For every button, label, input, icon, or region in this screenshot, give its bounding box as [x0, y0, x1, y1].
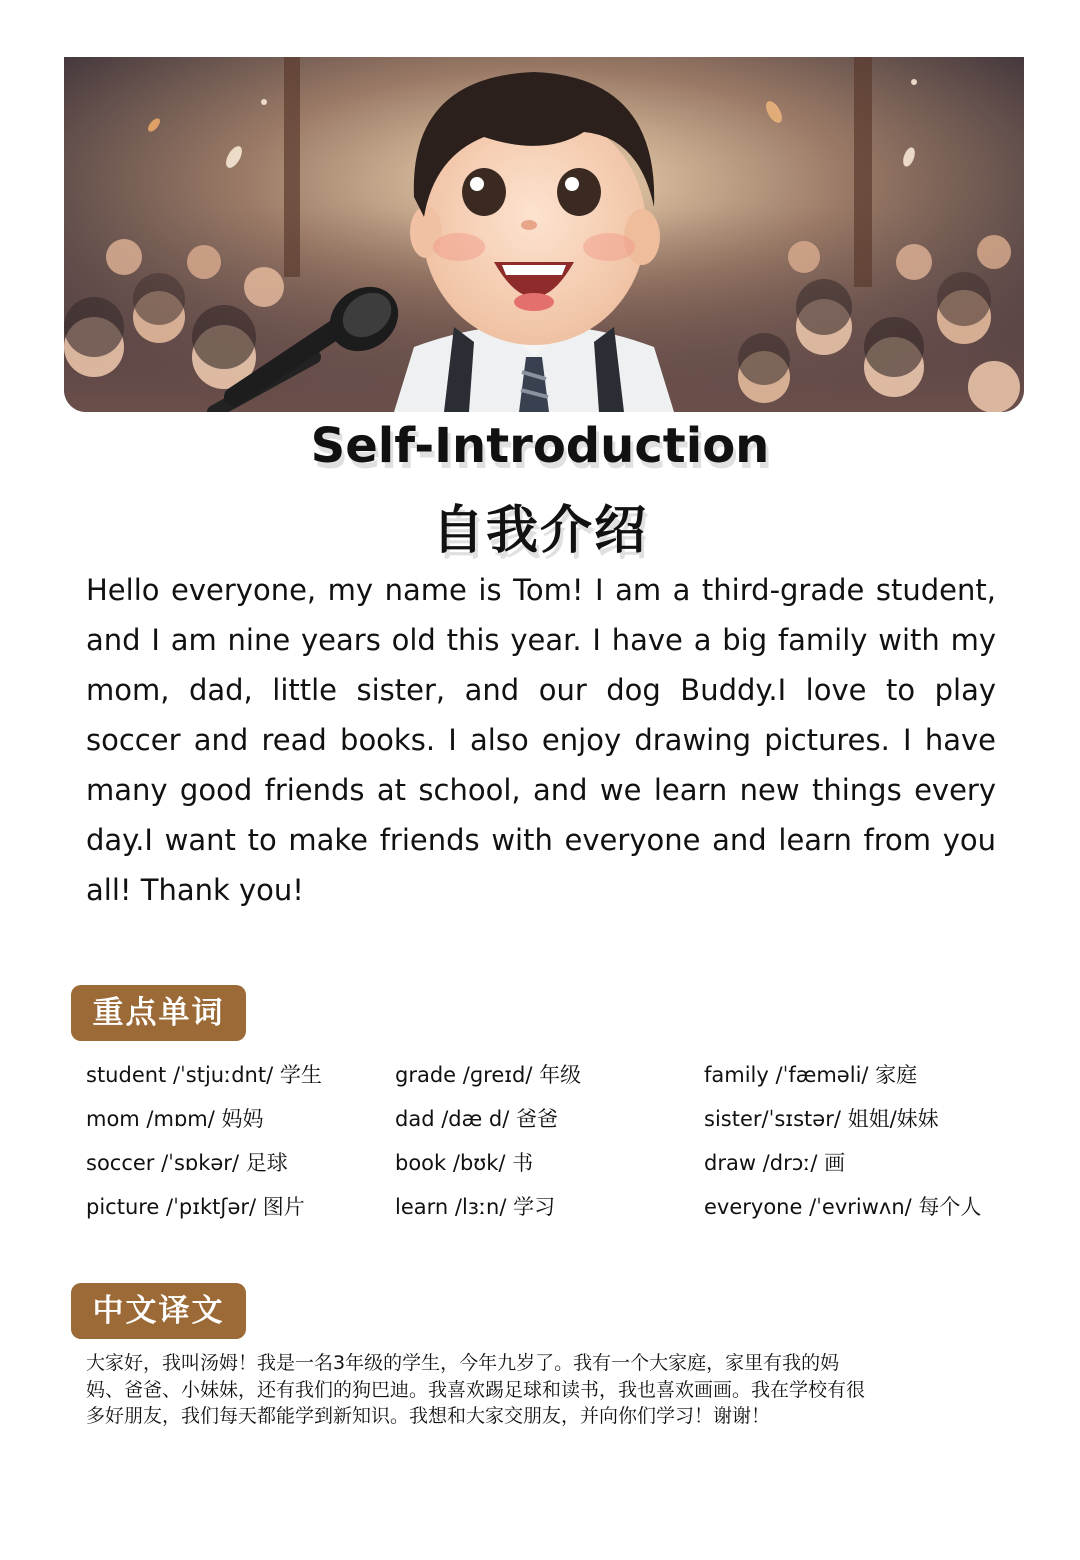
- vocab-item: everyone /ˈevriwʌn/ 每个人: [704, 1195, 982, 1219]
- vocab-section-label: 重点单词: [71, 985, 246, 1041]
- vocab-item: learn /lɜːn/ 学习: [395, 1195, 556, 1219]
- vocab-item: book /bʊk/ 书: [395, 1151, 534, 1175]
- vocab-item: draw /drɔː/ 画: [704, 1151, 846, 1175]
- vocab-item: student /ˈstjuːdnt/ 学生: [86, 1063, 322, 1087]
- vocab-item: dad /dæ d/ 爸爸: [395, 1107, 558, 1131]
- vocab-item: grade /ɡreɪd/ 年级: [395, 1063, 582, 1087]
- intro-paragraph: Hello everyone, my name is Tom! I am a third-grade student, and I am nine years old this year. I have a big family with my mom, dad, little sister, and our dog Buddy.I love to play soccer and read books. I also enjoy drawing pictures. I have many good friends at school, and we learn new things every day.I want to make friends with everyone and learn from you all! Thank you!: [86, 573, 996, 907]
- page-subtitle: 自我介绍: [431, 501, 648, 561]
- vocab-item: soccer /ˈsɒkər/ 足球: [86, 1151, 288, 1175]
- vocab-grid: [86, 1053, 1026, 1229]
- translation-section-label: 中文译文: [71, 1283, 246, 1339]
- boy-at-microphone-illustration: [64, 57, 1024, 412]
- vocab-item: family /ˈfæməli/ 家庭: [704, 1063, 918, 1087]
- hero-illustration: [64, 57, 1024, 412]
- vocab-item: picture /ˈpɪktʃər/ 图片: [86, 1195, 305, 1219]
- vocab-item: sister/ˈsɪstər/ 姐姐/妹妹: [704, 1107, 939, 1131]
- translation-paragraph: 大家好，我叫汤姆！我是一名3年级的学生，今年九岁了。我有一个大家庭，家里有我的妈妈、爸爸、小妹妹，还有我们的狗巴迪。我喜欢踢足球和读书，我也喜欢画画。我在学校有很多好朋友，我们每天都能学到新知识。我想和大家交朋友，并向你们学习！谢谢！: [86, 1352, 866, 1427]
- page-title: Self-Introduction: [310, 418, 770, 474]
- vocab-item: mom /mɒm/ 妈妈: [86, 1107, 264, 1131]
